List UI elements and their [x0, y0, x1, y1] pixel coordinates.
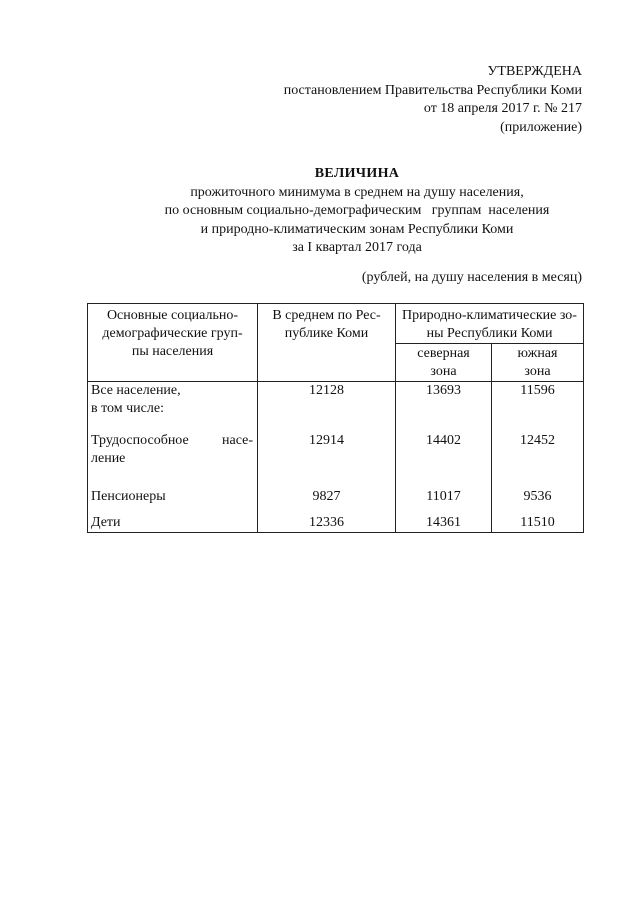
cell-north: 14402 [396, 422, 492, 476]
approval-status: УТВЕРЖДЕНА [487, 64, 582, 79]
title-heading: ВЕЛИЧИНА [314, 166, 400, 181]
title-line-3: и природно-климатическим зонам Республики Коми [200, 221, 514, 237]
cell-north: 13693 [396, 382, 492, 422]
title-line-4: за I квартал 2017 года [292, 240, 422, 255]
row-name: Дети [88, 506, 258, 533]
cell-average: 12128 [258, 382, 396, 422]
cell-average: 12914 [258, 422, 396, 476]
table-row [88, 476, 584, 506]
row-name-line-1: Трудоспособное насе- [91, 432, 253, 448]
header-groups: Основные социально- демографические груп- пы населения [88, 304, 258, 382]
approval-date: от 18 апреля 2017 г. № 217 [423, 101, 582, 116]
cell-average: 12336 [258, 506, 396, 533]
table-row [88, 422, 584, 476]
title-line-2: по основным социально-демографическим группам населения [164, 203, 550, 218]
cell-south: 11596 [492, 382, 584, 422]
row-name: Все население, в том числе: [88, 382, 258, 422]
subsistence-table [87, 303, 584, 533]
header-north-zone: северная зона [396, 344, 492, 382]
cell-north: 11017 [396, 476, 492, 506]
table-row [88, 382, 584, 422]
cell-south: 11510 [492, 506, 584, 533]
header-south-zone: южная зона [492, 344, 584, 382]
units-note: (рублей, на душу населения в месяц) [361, 270, 582, 285]
header-average: В среднем по Рес- публике Коми [258, 304, 396, 382]
cell-average: 9827 [258, 476, 396, 506]
table-row [88, 506, 584, 533]
approval-act: постановлением Правительства Республики Коми [283, 82, 582, 98]
title-line-1: прожиточного минимума в среднем на душу населения, [190, 184, 524, 200]
cell-south: 12452 [492, 422, 584, 476]
document-title [0, 165, 640, 258]
approval-block [284, 63, 582, 137]
approval-annex: (приложение) [500, 119, 582, 135]
cell-south: 9536 [492, 476, 584, 506]
header-zones: Природно-климатические зо- ны Республики Коми [396, 304, 584, 344]
row-name: Пенсионеры [88, 476, 258, 506]
row-name: Трудоспособное насе- ление [88, 422, 258, 476]
cell-north: 14361 [396, 506, 492, 533]
